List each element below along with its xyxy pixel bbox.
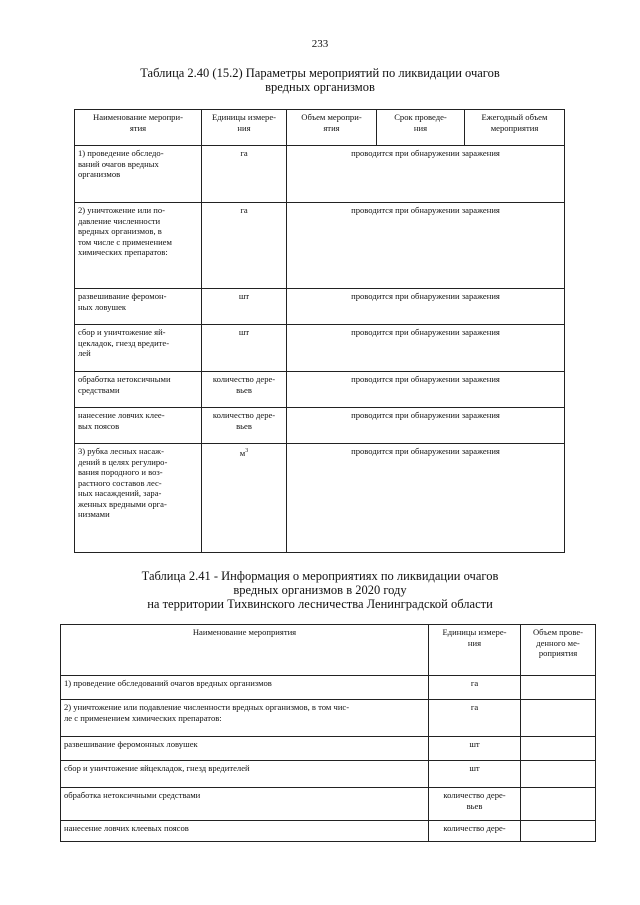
table2-cell-name: сбор и уничтожение яйцекладок, гнезд вредителей	[61, 761, 429, 788]
table1-cell-unit	[202, 444, 287, 553]
table1-row	[75, 444, 565, 553]
table1-header-row	[75, 110, 565, 146]
table2-cell-name: нанесение ловчих клеевых поясов	[61, 821, 429, 842]
table2-cell-unit: га	[429, 676, 521, 700]
unit-base: м	[239, 447, 246, 458]
table2-row	[61, 737, 596, 761]
table2-row	[61, 700, 596, 737]
table2-cell-volume	[521, 821, 596, 842]
table1-cell-note: проводится при обнаружении заражения	[287, 444, 565, 553]
table1-header-name: Наименование меропри- ятия	[75, 110, 202, 146]
table1-cell-note: проводится при обнаружении заражения	[287, 325, 565, 372]
table2-cell-name: 1) проведение обследований очагов вредных организмов	[61, 676, 429, 700]
table2-cell-volume	[521, 761, 596, 788]
table1-row	[75, 203, 565, 289]
table1-cell-unit: шт	[202, 325, 287, 372]
table1-cell-unit: количество дере- вьев	[202, 372, 287, 408]
table2-cell-volume	[521, 676, 596, 700]
table1-row	[75, 325, 565, 372]
table2-cell-name: 2) уничтожение или подавление численности вредных организмов, в том чис- ле с применением химических препаратов:	[61, 700, 429, 737]
table1-cell-unit: га	[202, 146, 287, 203]
table1-header-term: Срок проведе- ния	[377, 110, 465, 146]
unit-superscript: 3	[245, 448, 249, 454]
table1-cell-note: проводится при обнаружении заражения	[287, 408, 565, 444]
table2-cell-unit: га	[429, 700, 521, 737]
table1-row	[75, 408, 565, 444]
table2-caption	[0, 569, 640, 611]
table2-cell-name: обработка нетоксичными средствами	[61, 788, 429, 821]
table1-caption-line: вредных организмов	[265, 80, 375, 94]
table2-caption-line: Таблица 2.41 - Информация о мероприятиях по ликвидации очагов	[141, 569, 499, 583]
table2-cell-unit: количество дере-	[429, 821, 521, 842]
table1-header-unit: Единицы измере- ния	[202, 110, 287, 146]
table2-row	[61, 761, 596, 788]
table2-cell-volume	[521, 788, 596, 821]
table2-caption-line: вредных организмов в 2020 году	[233, 583, 407, 597]
table1-cell-note: проводится при обнаружении заражения	[287, 203, 565, 289]
table1-cell-note: проводится при обнаружении заражения	[287, 146, 565, 203]
table1-cell-name: 3) рубка лесных насаж- дений в целях регулиро- вания породного и воз- растного составов лес- ных насаждений, зара- женных вредными орга- низмами	[75, 444, 202, 553]
table2-cell-unit: количество дере- вьев	[429, 788, 521, 821]
table1-header-annual: Ежегодный объем мероприятия	[465, 110, 565, 146]
table2-header-name: Наименование мероприятия	[61, 625, 429, 676]
table2-header-unit: Единицы измере- ния	[429, 625, 521, 676]
table2-row	[61, 676, 596, 700]
table1-cell-unit: шт	[202, 289, 287, 325]
table2-caption-line: на территории Тихвинского лесничества Ленинградской области	[147, 597, 493, 611]
table2-header-row	[61, 625, 596, 676]
table2-header-volume: Объем прове- денного ме- роприятия	[521, 625, 596, 676]
table1-cell-unit: га	[202, 203, 287, 289]
table1-cell-name: сбор и уничтожение яй- цекладок, гнезд вредите- лей	[75, 325, 202, 372]
table1-row	[75, 372, 565, 408]
table2-row	[61, 788, 596, 821]
table1-cell-name: обработка нетоксичными средствами	[75, 372, 202, 408]
table1-cell-name: 2) уничтожение или по- давление численности вредных организмов, в том числе с применением химических препаратов:	[75, 203, 202, 289]
table2-cell-unit: шт	[429, 761, 521, 788]
table2-cell-name: развешивание феромонных ловушек	[61, 737, 429, 761]
table2-cell-volume	[521, 737, 596, 761]
table1-row	[75, 289, 565, 325]
table1-cell-name: нанесение ловчих клее- вых поясов	[75, 408, 202, 444]
table2-cell-unit: шт	[429, 737, 521, 761]
table1-cell-name: развешивание феромон- ных ловушек	[75, 289, 202, 325]
table1-cell-note: проводится при обнаружении заражения	[287, 289, 565, 325]
table2-row	[61, 821, 596, 842]
table1-cell-name: 1) проведение обследо- ваний очагов вредных организмов	[75, 146, 202, 203]
table1-caption-line: Таблица 2.40 (15.2) Параметры мероприятий по ликвидации очагов	[140, 66, 500, 80]
table1-cell-note: проводится при обнаружении заражения	[287, 372, 565, 408]
table1-row	[75, 146, 565, 203]
table1-header-volume: Объем меропри- ятия	[287, 110, 377, 146]
table1	[74, 109, 565, 553]
table1-caption	[0, 66, 640, 94]
table1-cell-unit: количество дере- вьев	[202, 408, 287, 444]
table2-cell-volume	[521, 700, 596, 737]
table2	[60, 624, 596, 842]
page-number: 233	[311, 38, 329, 50]
